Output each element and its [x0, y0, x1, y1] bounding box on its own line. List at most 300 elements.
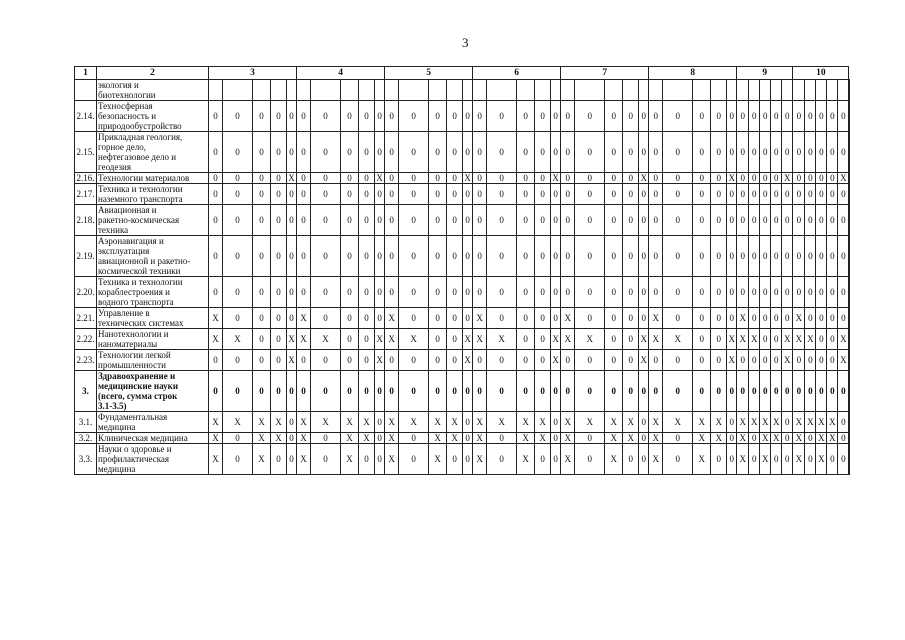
table-cell: 0 [341, 184, 359, 205]
table-cell: 0 [623, 308, 639, 329]
table-cell: 0 [793, 236, 805, 277]
row-name [97, 308, 209, 329]
table-cell: 0 [535, 173, 551, 184]
table-cell: 0 [473, 173, 487, 184]
table-cell: 0 [749, 173, 760, 184]
table-cell: 0 [473, 132, 487, 173]
table-cell: 0 [209, 101, 223, 132]
row-name-line: биотехнологии [98, 90, 156, 100]
table-cell: 0 [737, 184, 749, 205]
table-cell: X [375, 350, 385, 371]
row-name-line: Технологии легкой [98, 350, 171, 360]
table-cell: 0 [711, 101, 727, 132]
table-row [75, 205, 850, 236]
table-cell: 0 [838, 101, 849, 132]
table-cell: 0 [311, 371, 341, 412]
table-cell: X [623, 412, 639, 433]
table-cell: 0 [429, 132, 447, 173]
table-cell: 0 [359, 173, 375, 184]
table-cell [649, 80, 663, 101]
table-cell: 0 [771, 277, 782, 308]
table-cell: 0 [223, 444, 253, 475]
table-cell: X [793, 412, 805, 433]
table-cell: X [649, 433, 663, 444]
table-cell: 0 [749, 444, 760, 475]
table-cell: 0 [311, 433, 341, 444]
table-cell [271, 80, 287, 101]
table-cell: 0 [749, 308, 760, 329]
row-name-line: эксплуатация [98, 246, 150, 256]
table-cell: 0 [271, 371, 287, 412]
table-cell: 0 [535, 371, 551, 412]
table-cell: 0 [311, 444, 341, 475]
table-cell: 0 [473, 371, 487, 412]
table-cell: 0 [447, 444, 463, 475]
row-number: 3.2. [75, 433, 97, 444]
table-cell: 0 [341, 350, 359, 371]
table-cell: 0 [623, 205, 639, 236]
table-cell: 0 [623, 277, 639, 308]
table-cell [693, 80, 711, 101]
table-cell: X [649, 329, 663, 350]
table-cell: X [385, 412, 399, 433]
row-name-line: технических системах [98, 318, 184, 328]
table-cell [399, 80, 429, 101]
table-cell: 0 [838, 444, 849, 475]
table-cell: 0 [805, 236, 816, 277]
row-name-line: наноматериалы [98, 339, 158, 349]
table-cell: X [805, 329, 816, 350]
table-cell: 0 [209, 132, 223, 173]
table-cell: X [827, 412, 838, 433]
table-cell: 0 [693, 350, 711, 371]
table-cell: X [473, 433, 487, 444]
table-row [75, 350, 850, 371]
table-cell: X [297, 329, 311, 350]
table-cell: 0 [623, 184, 639, 205]
table-cell: X [728, 173, 735, 183]
table-cell: 0 [473, 205, 487, 236]
table-cell: X [535, 433, 551, 444]
table-cell: 0 [253, 236, 271, 277]
statistics-table [74, 66, 850, 475]
row-name [97, 371, 209, 412]
table-cell: X [376, 173, 383, 183]
table-cell [605, 80, 623, 101]
table-cell: X [737, 308, 749, 329]
table-cell: 0 [639, 371, 649, 412]
table-cell: X [793, 444, 805, 475]
table-cell: 0 [517, 350, 535, 371]
table-cell: 0 [209, 350, 223, 371]
table-cell: 0 [385, 173, 399, 184]
table-cell: 0 [253, 371, 271, 412]
table-cell: X [341, 433, 359, 444]
table-cell: X [473, 308, 487, 329]
table-cell: 0 [359, 277, 375, 308]
table-cell [805, 80, 816, 101]
table-cell: 0 [287, 205, 297, 236]
table-cell: 0 [771, 329, 782, 350]
table-cell: 0 [760, 308, 771, 329]
table-cell: 0 [341, 236, 359, 277]
table-cell: 0 [737, 371, 749, 412]
table-cell: 0 [561, 350, 575, 371]
table-cell: 0 [385, 236, 399, 277]
table-cell: 0 [463, 277, 473, 308]
table-cell: 0 [782, 308, 793, 329]
table-cell: 0 [838, 132, 849, 173]
table-cell: 0 [253, 308, 271, 329]
table-cell: 0 [816, 350, 827, 371]
row-name [97, 236, 209, 277]
table-cell: 0 [749, 433, 760, 444]
table-row [75, 173, 850, 184]
table-cell [838, 80, 849, 101]
table-cell: 0 [535, 329, 551, 350]
table-cell: 0 [463, 433, 473, 444]
table-cell: 0 [447, 101, 463, 132]
table-cell: X [760, 433, 771, 444]
table-cell: X [737, 433, 749, 444]
table-cell: X [805, 412, 816, 433]
table-cell: X [605, 412, 623, 433]
table-cell: 0 [575, 433, 605, 444]
table-cell: 0 [561, 277, 575, 308]
table-cell: 0 [271, 184, 287, 205]
table-cell: 0 [623, 101, 639, 132]
table-cell: 0 [375, 308, 385, 329]
table-cell: X [838, 329, 849, 350]
table-cell: 0 [663, 433, 693, 444]
table-cell: 0 [359, 132, 375, 173]
row-name-line: 3.1-3.5) [98, 401, 127, 411]
table-cell: 0 [649, 132, 663, 173]
table-cell: 0 [399, 132, 429, 173]
table-cell: 0 [287, 371, 297, 412]
table-cell: 0 [385, 184, 399, 205]
table-cell: 0 [561, 132, 575, 173]
table-cell: 0 [605, 205, 623, 236]
table-cell: 0 [737, 101, 749, 132]
table-cell [341, 80, 359, 101]
row-name-line: ракетно-космическая [98, 215, 180, 225]
row-name [97, 433, 209, 444]
table-cell: 0 [749, 277, 760, 308]
table-cell: 0 [838, 277, 849, 308]
table-cell: 0 [359, 205, 375, 236]
table-cell [575, 80, 605, 101]
table-cell: 0 [639, 132, 649, 173]
table-cell [623, 80, 639, 101]
row-number: 3.1. [75, 412, 97, 433]
table-cell: 0 [271, 132, 287, 173]
table-cell: 0 [727, 444, 737, 475]
table-cell: 0 [827, 132, 838, 173]
table-cell: 0 [473, 277, 487, 308]
table-cell: 0 [771, 173, 782, 184]
table-cell: 0 [375, 184, 385, 205]
table-cell: 0 [827, 329, 838, 350]
table-cell [429, 80, 447, 101]
table-cell: 0 [517, 371, 535, 412]
table-cell: 0 [359, 236, 375, 277]
table-cell: 0 [487, 444, 517, 475]
table-cell: 0 [287, 308, 297, 329]
table-cell: 0 [223, 350, 253, 371]
table-cell: 0 [805, 350, 816, 371]
table-cell: X [649, 308, 663, 329]
table-cell: 0 [639, 308, 649, 329]
table-cell: 0 [359, 308, 375, 329]
table-cell: 0 [473, 350, 487, 371]
table-cell: X [288, 173, 295, 183]
table-cell: 0 [793, 350, 805, 371]
table-cell: X [473, 412, 487, 433]
table-cell: 0 [623, 371, 639, 412]
row-name [97, 277, 209, 308]
table-cell: 0 [771, 308, 782, 329]
table-cell [223, 80, 253, 101]
table-cell: X [385, 308, 399, 329]
table-cell: 0 [311, 236, 341, 277]
table-cell: 0 [287, 184, 297, 205]
table-row [75, 329, 850, 350]
table-cell: 0 [575, 308, 605, 329]
row-name [97, 80, 209, 101]
table-row [75, 433, 850, 444]
table-cell: 0 [385, 101, 399, 132]
table-cell [385, 80, 399, 101]
table-cell: 0 [793, 184, 805, 205]
table-cell: 0 [782, 277, 793, 308]
table-cell: X [793, 329, 805, 350]
table-cell: 0 [727, 205, 737, 236]
table-cell: X [639, 329, 649, 350]
table-cell: 0 [816, 205, 827, 236]
table-cell: 0 [663, 444, 693, 475]
table-cell: 0 [551, 308, 561, 329]
table-cell: 0 [311, 184, 341, 205]
row-name-line: безопасность и [98, 111, 157, 121]
table-cell: 0 [375, 101, 385, 132]
table-cell: 0 [297, 350, 311, 371]
table-cell [473, 80, 487, 101]
table-cell: X [473, 329, 487, 350]
table-cell: 0 [663, 236, 693, 277]
table-cell: 0 [623, 329, 639, 350]
row-name-line: геодезия [98, 162, 132, 172]
table-cell: 0 [727, 371, 737, 412]
table-cell: 0 [693, 329, 711, 350]
table-cell: 0 [693, 277, 711, 308]
table-cell: 0 [487, 101, 517, 132]
table-cell: 0 [561, 371, 575, 412]
table-cell: 0 [816, 236, 827, 277]
row-number: 2.21. [75, 308, 97, 329]
table-cell: 0 [429, 184, 447, 205]
table-cell: X [623, 433, 639, 444]
table-cell [463, 80, 473, 101]
table-cell: 0 [760, 184, 771, 205]
table-cell: 0 [517, 329, 535, 350]
table-cell: 0 [693, 308, 711, 329]
table-cell: 0 [463, 184, 473, 205]
table-cell: X [385, 433, 399, 444]
row-name-line: Управление в [98, 308, 150, 318]
row-number: 2.16. [76, 173, 95, 183]
table-cell: 0 [297, 173, 311, 184]
table-cell: 0 [551, 433, 561, 444]
table-cell: 0 [535, 205, 551, 236]
table-cell: 0 [760, 173, 771, 184]
table-cell: 0 [639, 101, 649, 132]
table-cell: X [793, 308, 805, 329]
row-number: 2.14. [75, 101, 97, 132]
table-cell: X [399, 329, 429, 350]
table-cell: 0 [447, 308, 463, 329]
table-cell: 0 [535, 308, 551, 329]
table-cell: 0 [473, 236, 487, 277]
table-cell: 0 [605, 350, 623, 371]
table-cell: 0 [737, 132, 749, 173]
table-cell [639, 80, 649, 101]
table-cell: X [385, 329, 399, 350]
table-cell: 0 [535, 132, 551, 173]
table-cell: 0 [805, 205, 816, 236]
table-cell: 0 [727, 433, 737, 444]
table-cell: X [816, 433, 827, 444]
table-cell: 0 [223, 371, 253, 412]
table-cell: 0 [535, 277, 551, 308]
table-cell: 0 [487, 350, 517, 371]
table-cell: X [429, 444, 447, 475]
table-cell: 0 [429, 329, 447, 350]
row-name-line: природообустройство [98, 121, 182, 131]
row-name-line: Аэронавигация и [98, 236, 164, 246]
table-cell: 0 [253, 173, 271, 184]
table-cell: 0 [463, 308, 473, 329]
table-cell: X [311, 329, 341, 350]
table-cell: 0 [727, 132, 737, 173]
table-cell: 0 [297, 101, 311, 132]
table-cell: 0 [663, 173, 693, 184]
table-cell: 0 [639, 184, 649, 205]
row-number: 2.20. [75, 277, 97, 308]
table-cell: 0 [711, 132, 727, 173]
table-row [75, 277, 850, 308]
table-cell: 0 [561, 173, 575, 184]
table-cell: 0 [375, 444, 385, 475]
table-cell: 0 [663, 277, 693, 308]
table-cell [827, 80, 838, 101]
table-cell: 0 [517, 173, 535, 184]
table-cell: 0 [623, 236, 639, 277]
table-cell [253, 80, 271, 101]
table-cell: 0 [827, 371, 838, 412]
table-cell: 0 [271, 329, 287, 350]
table-cell: 0 [399, 101, 429, 132]
table-cell: 0 [816, 308, 827, 329]
table-cell: X [760, 444, 771, 475]
table-cell: 0 [561, 236, 575, 277]
table-cell: 0 [760, 350, 771, 371]
row-name-line: (всего, сумма строк [98, 391, 178, 401]
table-cell: 0 [771, 101, 782, 132]
table-row [75, 308, 850, 329]
table-cell [487, 80, 517, 101]
table-cell: X [561, 433, 575, 444]
table-cell: 0 [551, 412, 561, 433]
table-cell: X [287, 350, 297, 371]
table-cell: 0 [429, 277, 447, 308]
header-row [75, 67, 850, 80]
table-cell: 0 [209, 173, 223, 184]
table-cell: 0 [782, 433, 793, 444]
table-cell: 0 [711, 308, 727, 329]
table-cell: 0 [447, 371, 463, 412]
table-cell: X [535, 412, 551, 433]
table-cell: 0 [793, 132, 805, 173]
table-cell: 0 [838, 412, 849, 433]
table-cell: 0 [517, 236, 535, 277]
table-cell: 0 [375, 236, 385, 277]
table-cell: 0 [575, 132, 605, 173]
table-cell: 0 [693, 132, 711, 173]
table-cell [447, 80, 463, 101]
table-cell: X [209, 433, 223, 444]
table-cell: 0 [287, 236, 297, 277]
table-cell: 0 [771, 350, 782, 371]
column-header: 3 [209, 67, 297, 80]
table-cell: 0 [463, 132, 473, 173]
table-cell: 0 [399, 433, 429, 444]
row-name-line: горное дело, [98, 142, 146, 152]
table-cell: X [737, 412, 749, 433]
table-cell: X [385, 444, 399, 475]
table-cell: 0 [271, 308, 287, 329]
table-cell: 0 [737, 236, 749, 277]
row-name [97, 444, 209, 475]
table-cell: 0 [287, 277, 297, 308]
table-cell: 0 [487, 433, 517, 444]
table-cell: 0 [253, 329, 271, 350]
table-cell: 0 [827, 173, 838, 184]
table-cell: 0 [827, 277, 838, 308]
table-cell: 0 [727, 308, 737, 329]
table-cell: 0 [311, 101, 341, 132]
table-cell: 0 [297, 236, 311, 277]
table-cell [551, 80, 561, 101]
table-cell: X [639, 350, 649, 371]
table-cell: 0 [575, 173, 605, 184]
row-name-line: нефтегазовое дело и [98, 152, 177, 162]
table-cell: X [209, 308, 223, 329]
table-cell: 0 [827, 444, 838, 475]
table-cell: 0 [359, 101, 375, 132]
table-cell: 0 [816, 277, 827, 308]
table-cell: 0 [551, 277, 561, 308]
table-cell: 0 [359, 444, 375, 475]
table-cell: 0 [429, 236, 447, 277]
table-cell: 0 [551, 101, 561, 132]
table-cell: 0 [711, 205, 727, 236]
table-cell: 0 [575, 101, 605, 132]
table-cell: 0 [429, 101, 447, 132]
table-cell: 0 [223, 308, 253, 329]
table-cell: 0 [375, 371, 385, 412]
table-cell: 0 [816, 101, 827, 132]
